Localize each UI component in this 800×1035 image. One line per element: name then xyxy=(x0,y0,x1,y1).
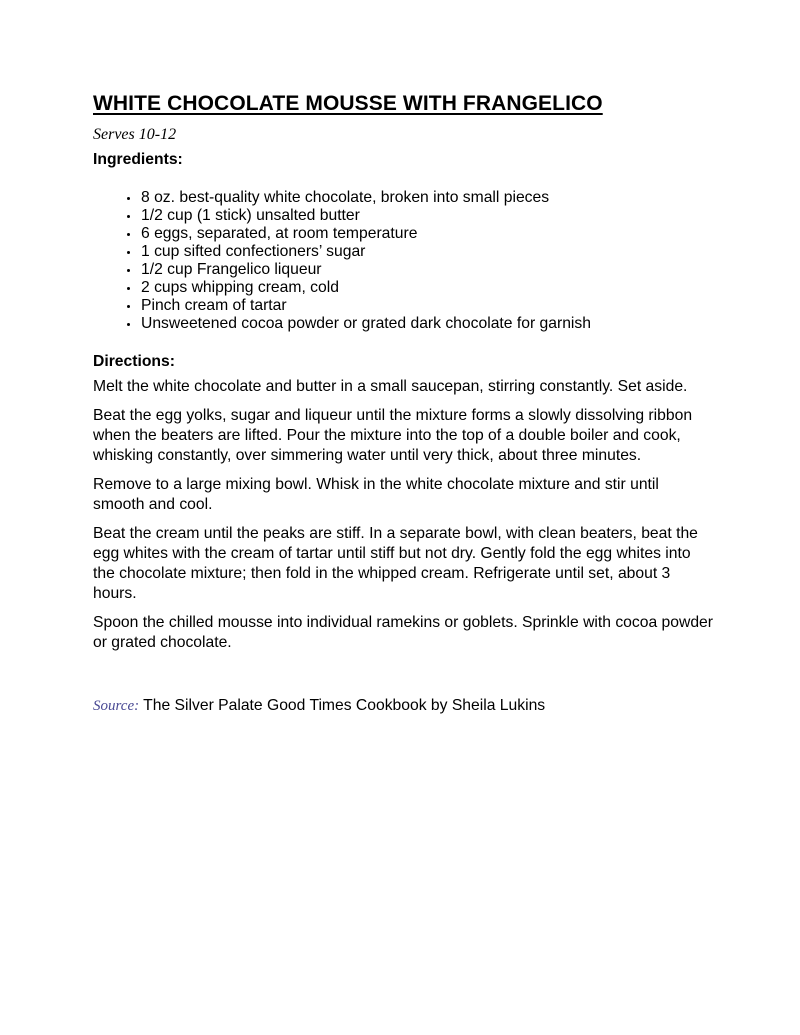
serves-note: Serves 10-12 xyxy=(93,126,177,143)
direction-paragraph: Remove to a large mixing bowl. Whisk in the white chocolate mixture and stir until smooth and cool. xyxy=(93,476,659,513)
source-line xyxy=(93,696,713,716)
ingredient-item: • 1 cup sifted confectioners’ sugar xyxy=(140,243,713,261)
ingredient-item: • Unsweetened cocoa powder or grated dark chocolate for garnish xyxy=(140,315,713,333)
directions-heading: Directions: xyxy=(93,353,175,370)
ingredient-item: • 1/2 cup Frangelico liqueur xyxy=(140,261,713,279)
source-label: Source: xyxy=(93,698,140,714)
direction-paragraph: Melt the white chocolate and butter in a small saucepan, stirring constantly. Set aside. xyxy=(93,378,688,395)
ingredients-list xyxy=(93,189,713,333)
ingredient-item: • 8 oz. best-quality white chocolate, broken into small pieces xyxy=(140,189,713,207)
recipe-title: WHITE CHOCOLATE MOUSSE WITH FRANGELICO xyxy=(93,92,603,115)
ingredient-item: • 6 eggs, separated, at room temperature xyxy=(140,225,713,243)
ingredients-heading: Ingredients: xyxy=(93,151,183,168)
direction-paragraph: Beat the egg yolks, sugar and liqueur until the mixture forms a slowly dissolving ribbon when the beaters are lifted. Pour the mixture into the top of a double boiler and cook, whisking constantly, over simmering water until very thick, about three minutes. xyxy=(93,407,693,464)
direction-paragraph: Spoon the chilled mousse into individual ramekins or goblets. Sprinkle with cocoa powder or grated chocolate. xyxy=(93,614,713,651)
direction-paragraph: Beat the cream until the peaks are stiff. In a separate bowl, with clean beaters, beat the egg whites with the cream of tartar until stiff but not dry. Gently fold the egg whites into the chocolate mixture; then fold in the whipped cream. Refrigerate until set, about 3 hours. xyxy=(93,525,698,602)
source-text: The Silver Palate Good Times Cookbook by Sheila Lukins xyxy=(143,697,546,714)
ingredient-item: • Pinch cream of tartar xyxy=(140,297,713,315)
ingredient-item: • 2 cups whipping cream, cold xyxy=(140,279,713,297)
ingredient-item: • 1/2 cup (1 stick) unsalted butter xyxy=(140,207,713,225)
